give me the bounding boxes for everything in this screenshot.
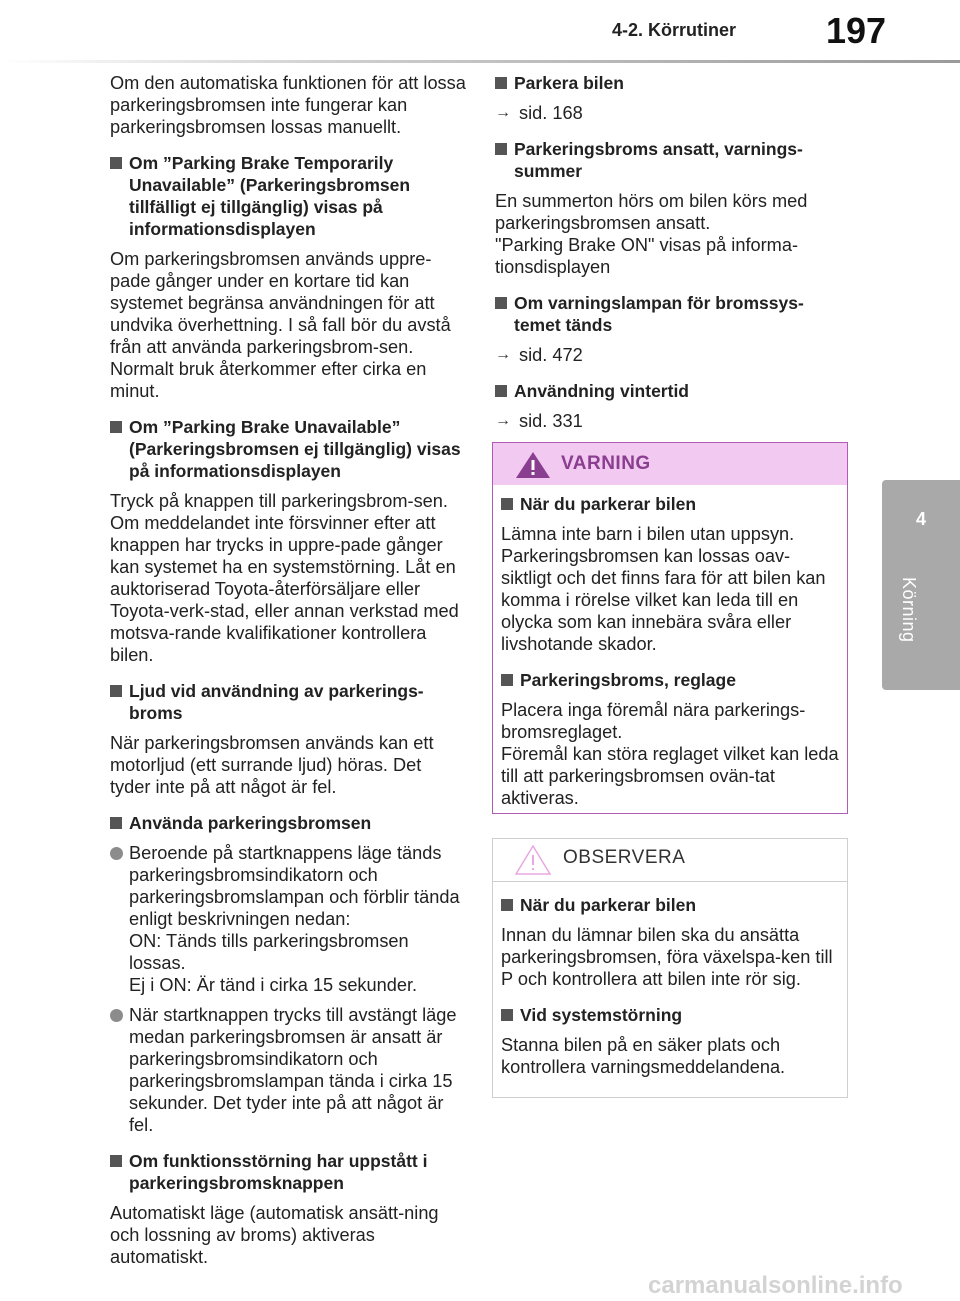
box-paragraph: Stanna bilen på en säker plats och kontrollera varningsmeddelandena. bbox=[501, 1035, 786, 1077]
section-heading-text: Användning vintertid bbox=[514, 381, 689, 401]
box-paragraph: Placera inga föremål nära parkerings-bromsreglaget. bbox=[501, 700, 806, 742]
section-heading-text: Om funktionsstörning har uppstått i parkeringsbromsknappen bbox=[129, 1151, 428, 1193]
list-item-text: När startknappen trycks till avstängt läge medan parkeringsbromsen är ansatt är parkeringsbromsindikatorn och parkeringsbromslampan tända i cirka 15 sekunder. Det tyder inte på att något är fel. bbox=[129, 1005, 457, 1135]
side-tab-number: 4 bbox=[915, 509, 926, 529]
page-reference-text[interactable]: sid. 168 bbox=[519, 103, 583, 123]
page-number: 197 bbox=[826, 10, 887, 51]
notice-box-body bbox=[493, 882, 847, 1078]
square-bullet-icon bbox=[110, 685, 122, 697]
warning-box bbox=[492, 442, 848, 814]
box-paragraph: Innan du lämnar bilen ska du ansätta parkeringsbromsen, föra växelspa-ken till P och kontrollera att bilen inte rör sig. bbox=[501, 925, 833, 989]
section-paragraph: Om parkeringsbromsen används uppre-pade gånger under en kortare tid kan systemet begränsa användningen för att undvika överhettning. I så fall bör du avstå från att använda parkeringsbrom-sen. Normalt bruk återkommer efter cirka en minut. bbox=[110, 249, 451, 401]
box-heading bbox=[501, 669, 839, 691]
list-item-text: Beroende på startknappens läge tänds parkeringsbromsindikatorn och parkeringsbromslampan och förblir tända enligt beskrivningen nedan: bbox=[129, 843, 460, 929]
section-heading-text: Om ”Parking Brake Unavailable” (Parkeringsbromsen ej tillgänglig) visas på informationsdisplayen bbox=[129, 417, 461, 481]
list-item bbox=[110, 1004, 466, 1136]
arrow-right-icon: → bbox=[495, 104, 511, 121]
intro-paragraph: Om den automatiska funktionen för att lossa parkeringsbromsen inte fungerar kan parkeringsbromsen lossas manuellt. bbox=[110, 73, 466, 137]
round-bullet-icon bbox=[110, 847, 123, 860]
section-paragraph: Tryck på knappen till parkeringsbrom-sen. Om meddelandet inte försvinner efter att knappen har trycks in uppre-pade gånger kan systemet ha en systemstörning. Låt en auktoriserad Toyota-återförsäljare eller Toyota-verk-stad, eller annan verkstad med motsva-rande kvalifikationer kontrollera bilen. bbox=[110, 491, 459, 665]
section-heading-text: Ljud vid användning av parkerings-broms bbox=[129, 681, 424, 723]
warning-box-title: VARNING bbox=[561, 453, 651, 474]
square-bullet-icon bbox=[501, 1009, 513, 1021]
box-heading-text: Vid systemstörning bbox=[520, 1005, 683, 1025]
box-heading-text: När du parkerar bilen bbox=[520, 895, 697, 915]
section-heading-text: Parkera bilen bbox=[514, 73, 624, 93]
section-paragraph: När parkeringsbromsen används kan ett motorljud (ett surrande ljud) höras. Det tyder inte på att något är fel. bbox=[110, 733, 434, 797]
section-heading bbox=[495, 292, 847, 336]
section-heading-text: Om varningslampan för bromssys-temet tänds bbox=[514, 293, 804, 335]
chapter-title: 4-2. Körrutiner bbox=[612, 20, 737, 40]
square-bullet-icon bbox=[495, 77, 507, 89]
section-heading bbox=[110, 416, 466, 482]
left-column bbox=[110, 72, 466, 1268]
box-paragraph: Föremål kan störa reglaget vilket kan leda till att parkeringsbromsen ovän-tat aktiveras. bbox=[501, 744, 839, 808]
list-item bbox=[110, 842, 466, 996]
warning-box-body bbox=[493, 485, 847, 809]
warning-triangle-icon bbox=[515, 451, 551, 479]
watermark: carmanualsonline.info bbox=[648, 1272, 903, 1299]
square-bullet-icon bbox=[110, 157, 122, 169]
notice-box-title: OBSERVERA bbox=[563, 847, 686, 868]
section-heading bbox=[495, 138, 847, 182]
page-reference[interactable] bbox=[495, 344, 847, 366]
box-heading-text: När du parkerar bilen bbox=[520, 494, 697, 514]
square-bullet-icon bbox=[110, 817, 122, 829]
arrow-right-icon: → bbox=[495, 412, 511, 429]
section-heading bbox=[110, 680, 466, 724]
section-heading bbox=[110, 1150, 466, 1194]
box-heading bbox=[501, 1004, 839, 1026]
section-paragraph: Automatiskt läge (automatisk ansätt-ning och lossning av broms) aktiveras automatiskt. bbox=[110, 1203, 439, 1267]
section-heading bbox=[110, 812, 466, 834]
page-reference[interactable] bbox=[495, 410, 847, 432]
section-paragraph: En summerton hörs om bilen körs med parkeringsbromsen ansatt. bbox=[495, 191, 808, 233]
square-bullet-icon bbox=[501, 674, 513, 686]
round-bullet-icon bbox=[110, 1009, 123, 1022]
warning-triangle-icon bbox=[515, 845, 551, 875]
notice-box-header bbox=[493, 839, 847, 881]
square-bullet-icon bbox=[110, 1155, 122, 1167]
list-item-text: ON: Tänds tills parkeringsbromsen lossas. bbox=[129, 931, 409, 973]
square-bullet-icon bbox=[495, 385, 507, 397]
box-paragraph: Lämna inte barn i bilen utan uppsyn. Parkeringsbromsen kan lossas oav-siktligt och det finns fara för att bilen kan komma i rörelse vilket kan leda till en olycka som kan innebära svåra eller livshotande skador. bbox=[501, 524, 826, 654]
section-heading-text: Parkeringsbroms ansatt, varnings-summer bbox=[514, 139, 803, 181]
list-item-text: Ej i ON: Är tänd i cirka 15 sekunder. bbox=[129, 975, 418, 995]
page-reference-text[interactable]: sid. 472 bbox=[519, 345, 583, 365]
warning-box-header bbox=[493, 443, 847, 485]
section-paragraph: "Parking Brake ON" visas på informa-tionsdisplayen bbox=[495, 235, 799, 277]
box-heading bbox=[501, 894, 839, 916]
section-heading-text: Om ”Parking Brake Temporarily Unavailable” (Parkeringsbromsen tillfälligt ej tillgänglig) visas på informationsdisplayen bbox=[129, 153, 411, 239]
box-heading bbox=[501, 493, 839, 515]
page-reference[interactable] bbox=[495, 102, 847, 124]
notice-box bbox=[492, 838, 848, 1098]
section-heading bbox=[495, 72, 847, 94]
header-divider bbox=[0, 60, 960, 63]
square-bullet-icon bbox=[501, 899, 513, 911]
square-bullet-icon bbox=[495, 143, 507, 155]
section-heading bbox=[495, 380, 847, 402]
square-bullet-icon bbox=[495, 297, 507, 309]
square-bullet-icon bbox=[501, 498, 513, 510]
right-column bbox=[495, 72, 847, 432]
arrow-right-icon: → bbox=[495, 346, 511, 363]
box-heading-text: Parkeringsbroms, reglage bbox=[520, 670, 736, 690]
page-reference-text[interactable]: sid. 331 bbox=[519, 411, 583, 431]
side-tab-label: Körning bbox=[899, 577, 919, 643]
square-bullet-icon bbox=[110, 421, 122, 433]
section-heading bbox=[110, 152, 466, 240]
section-heading-text: Använda parkeringsbromsen bbox=[129, 813, 372, 833]
